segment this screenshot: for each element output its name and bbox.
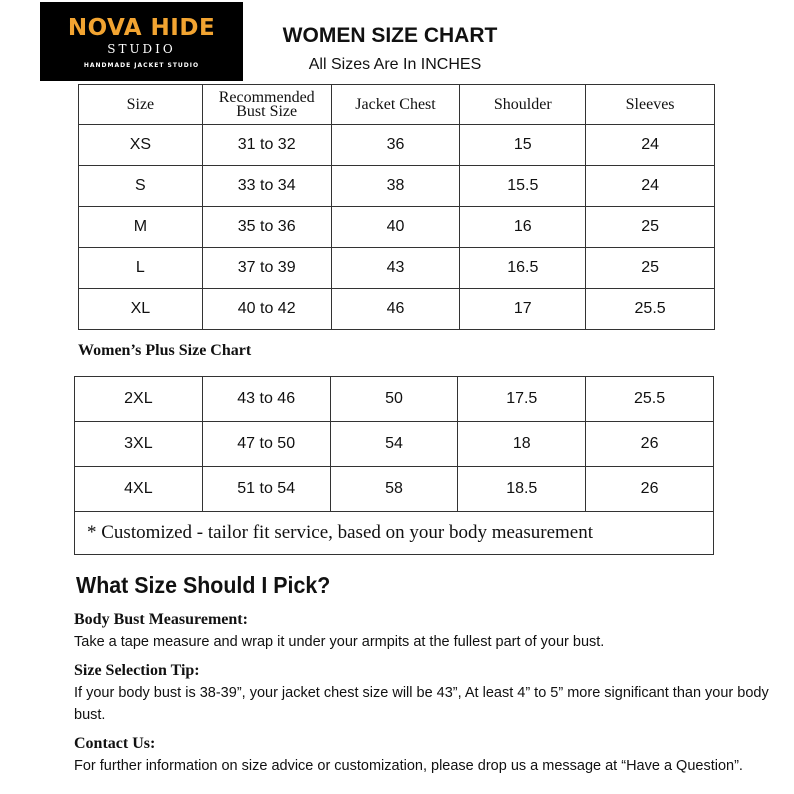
cell-shoulder: 15.5: [460, 166, 586, 207]
cell-sleeves: 26: [586, 422, 714, 467]
guide-heading: What Size Should I Pick?: [76, 572, 331, 598]
cell-size: 4XL: [75, 467, 203, 512]
cell-shoulder: 16: [460, 207, 586, 248]
cell-size: S: [79, 166, 203, 207]
section-body-bust: Take a tape measure and wrap it under your armpits at the fullest part of your bust.: [74, 634, 605, 650]
cell-chest: 50: [330, 377, 458, 422]
cell-bust: 33 to 34: [202, 166, 331, 207]
section-title-bust: Body Bust Measurement:: [74, 611, 248, 628]
customization-note: * Customized - tailor fit service, based on your body measurement: [75, 512, 714, 555]
cell-shoulder: 17.5: [458, 377, 586, 422]
header-chest: Jacket Chest: [331, 85, 460, 125]
cell-sleeves: 25.5: [586, 377, 714, 422]
cell-bust: 47 to 50: [202, 422, 330, 467]
cell-size: 2XL: [75, 377, 203, 422]
size-chart-table: [78, 84, 715, 330]
cell-chest: 36: [331, 125, 460, 166]
cell-shoulder: 17: [460, 289, 586, 330]
cell-chest: 43: [331, 248, 460, 289]
cell-chest: 40: [331, 207, 460, 248]
table-row: [75, 467, 714, 512]
cell-bust: 37 to 39: [202, 248, 331, 289]
cell-chest: 58: [330, 467, 458, 512]
cell-shoulder: 18.5: [458, 467, 586, 512]
cell-sleeves: 25: [586, 207, 715, 248]
table-row: [79, 125, 715, 166]
page-title: WOMEN SIZE CHART: [282, 24, 498, 47]
logo-name: NOVA HIDE: [67, 15, 216, 41]
cell-chest: 38: [331, 166, 460, 207]
section-title-contact: Contact Us:: [74, 735, 156, 752]
logo-tagline: HANDMADE JACKET STUDIO: [83, 62, 200, 69]
cell-sleeves: 24: [586, 166, 715, 207]
cell-bust: 51 to 54: [202, 467, 330, 512]
note-row: [75, 512, 714, 555]
cell-sleeves: 25: [586, 248, 715, 289]
header-shoulder: Shoulder: [460, 85, 586, 125]
plus-size-table: [74, 376, 714, 555]
cell-size: 3XL: [75, 422, 203, 467]
cell-bust: 35 to 36: [202, 207, 331, 248]
table-row: [75, 377, 714, 422]
logo-sub: STUDIO: [107, 42, 176, 56]
page-subtitle: All Sizes Are In INCHES: [308, 56, 482, 73]
table-row: [79, 248, 715, 289]
cell-bust: 31 to 32: [202, 125, 331, 166]
cell-shoulder: 15: [460, 125, 586, 166]
cell-bust: 43 to 46: [202, 377, 330, 422]
section-body-tip: If your body bust is 38-39”, your jacket chest size will be 43”, At least 4” to 5” more significant than your body bust.: [74, 685, 769, 723]
cell-size: L: [79, 248, 203, 289]
cell-size: M: [79, 207, 203, 248]
table-header-row: [79, 85, 715, 125]
cell-shoulder: 16.5: [460, 248, 586, 289]
cell-chest: 46: [331, 289, 460, 330]
header-sleeves: Sleeves: [586, 85, 715, 125]
table-row: [75, 422, 714, 467]
table-row: [79, 166, 715, 207]
cell-size: XL: [79, 289, 203, 330]
header-size: Size: [79, 85, 203, 125]
cell-sleeves: 24: [586, 125, 715, 166]
table-row: [79, 207, 715, 248]
table-row: [79, 289, 715, 330]
cell-chest: 54: [330, 422, 458, 467]
section-body-contact: For further information on size advice or customization, please drop us a message at “Have a Question”.: [74, 758, 743, 774]
cell-shoulder: 18: [458, 422, 586, 467]
cell-sleeves: 25.5: [586, 289, 715, 330]
brand-logo: [40, 2, 243, 81]
section-title-tip: Size Selection Tip:: [74, 662, 200, 679]
cell-size: XS: [79, 125, 203, 166]
header-bust: Recommended Bust Size: [202, 85, 331, 125]
cell-bust: 40 to 42: [202, 289, 331, 330]
cell-sleeves: 26: [586, 467, 714, 512]
plus-size-heading: Women’s Plus Size Chart: [78, 342, 252, 359]
